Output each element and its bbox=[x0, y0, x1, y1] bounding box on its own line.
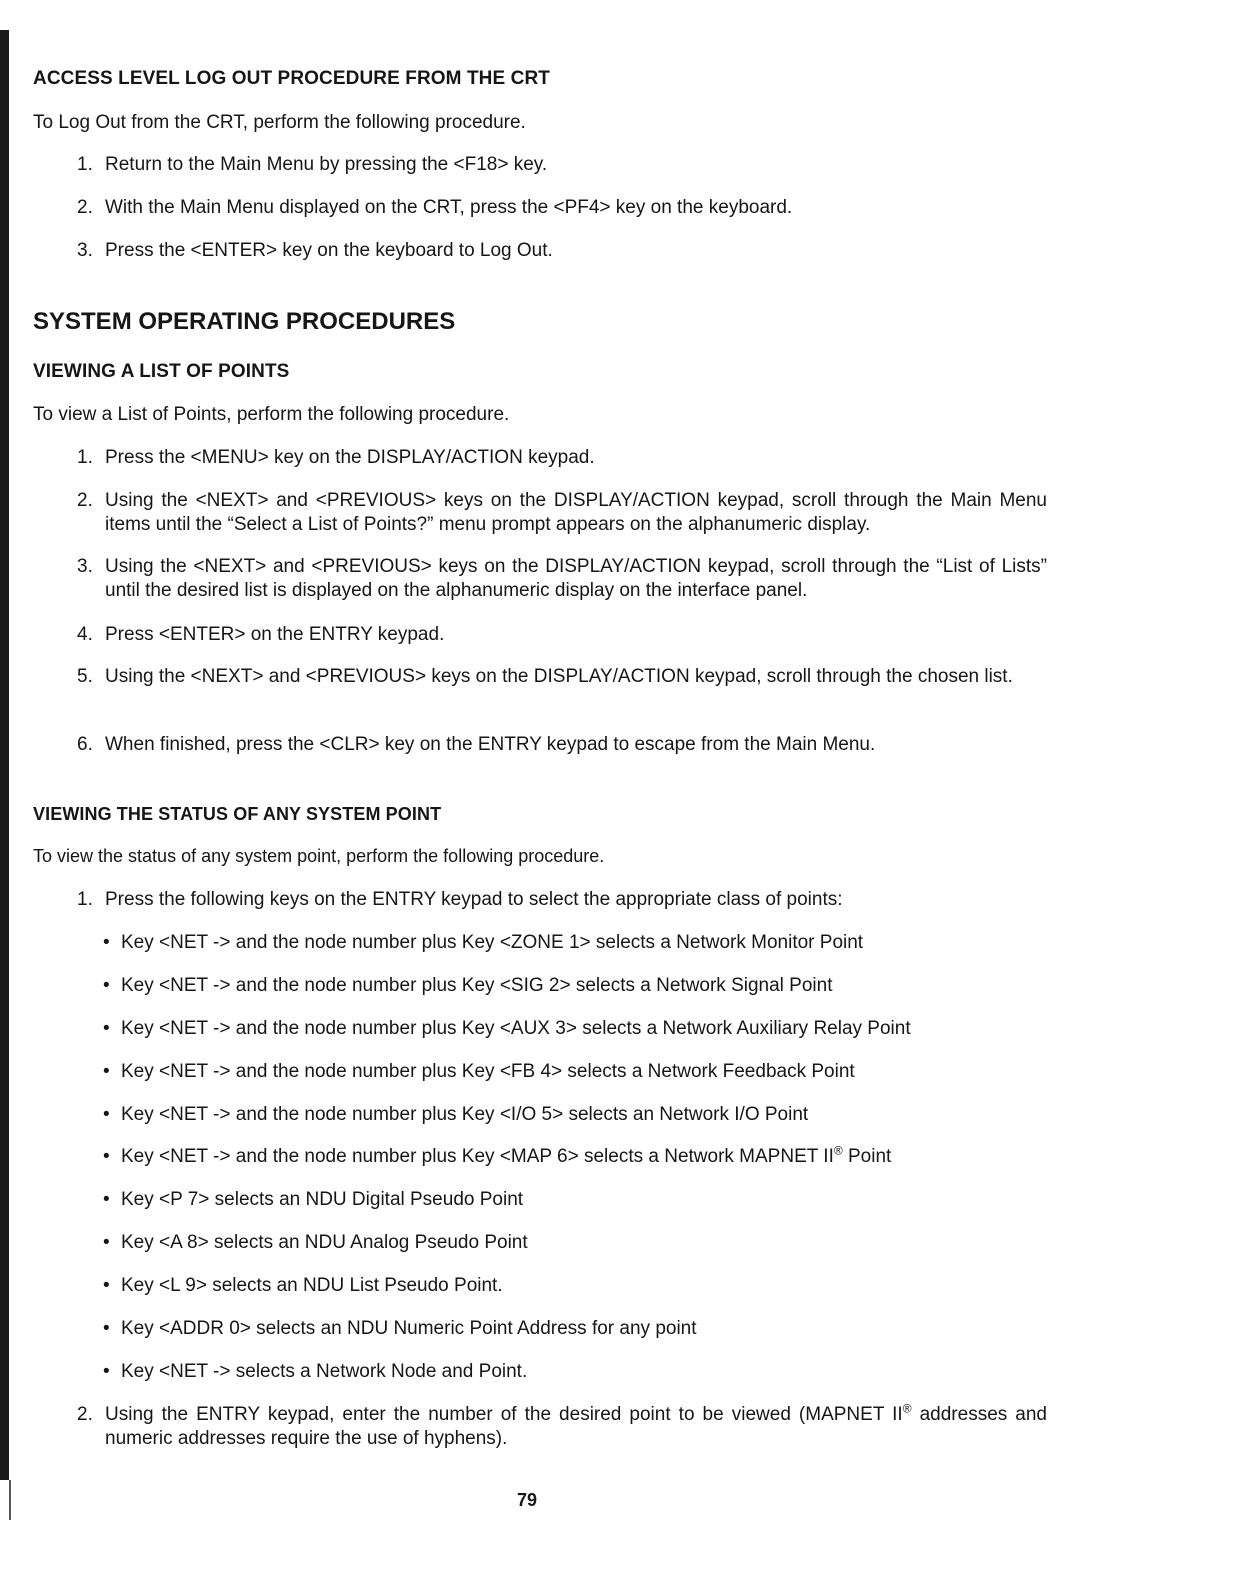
bullet-item bbox=[103, 1361, 527, 1383]
bullet-text: Key <NET -> and the node number plus Key <FB 4> selects a Network Feedback Point bbox=[121, 1061, 855, 1082]
step-text bbox=[105, 1403, 1047, 1451]
step-text: Press <ENTER> on the ENTRY keypad. bbox=[105, 624, 445, 645]
bullet-text: Key <NET -> and the node number plus Key <I/O 5> selects an Network I/O Point bbox=[121, 1104, 809, 1125]
heading-logout-procedure: ACCESS LEVEL LOG OUT PROCEDURE FROM THE CRT bbox=[33, 68, 550, 89]
step-text: Return to the Main Menu by pressing the <F18> key. bbox=[105, 154, 548, 175]
step-number: 2. bbox=[77, 197, 93, 218]
step-text-part: Using the ENTRY keypad, enter the number of the desired point to be viewed (MAPNET II bbox=[105, 1404, 903, 1425]
step-text: Press the <ENTER> key on the keyboard to Log Out. bbox=[105, 240, 553, 261]
bullet-dot: • bbox=[103, 1018, 110, 1039]
bullet-dot: • bbox=[103, 1318, 110, 1339]
bullet-dot: • bbox=[103, 932, 110, 953]
page-binding-edge bbox=[0, 30, 9, 1480]
logout-intro: To Log Out from the CRT, perform the following procedure. bbox=[33, 112, 526, 133]
step-number: 4. bbox=[77, 624, 93, 645]
list-step-4 bbox=[77, 623, 1047, 647]
step-number: 1. bbox=[77, 154, 93, 175]
step-number: 1. bbox=[77, 447, 93, 468]
list-step-3 bbox=[77, 555, 1047, 603]
registered-mark: ® bbox=[902, 1401, 912, 1416]
status-intro: To view the status of any system point, perform the following procedure. bbox=[33, 846, 605, 866]
heading-viewing-status: VIEWING THE STATUS OF ANY SYSTEM POINT bbox=[33, 804, 442, 824]
step-number: 2. bbox=[77, 1404, 93, 1425]
bullet-text-tail: Point bbox=[842, 1146, 892, 1167]
step-text: When finished, press the <CLR> key on the ENTRY keypad to escape from the Main Menu. bbox=[105, 734, 876, 755]
bullet-dot: • bbox=[103, 975, 110, 996]
list-step-6 bbox=[77, 733, 1047, 757]
bullet-text: Key <NET -> and the node number plus Key <ZONE 1> selects a Network Monitor Point bbox=[121, 932, 864, 953]
bullet-item bbox=[103, 1189, 523, 1211]
bullet-item bbox=[103, 1143, 892, 1168]
step-number: 3. bbox=[77, 240, 93, 261]
status-step-1 bbox=[77, 888, 1047, 912]
list-step-2 bbox=[77, 489, 1047, 537]
bullet-text: Key <NET -> and the node number plus Key <MAP 6> selects a Network MAPNET II bbox=[121, 1146, 834, 1167]
step-number: 1. bbox=[77, 889, 93, 910]
status-step-2 bbox=[77, 1403, 1047, 1451]
list-step-1 bbox=[77, 446, 1047, 470]
bullet-item bbox=[103, 1061, 855, 1083]
page-binding-edge-tail bbox=[9, 1480, 11, 1520]
list-step-5 bbox=[77, 665, 1047, 689]
logout-step-1 bbox=[77, 153, 1047, 177]
heading-viewing-list-of-points: VIEWING A LIST OF POINTS bbox=[33, 361, 290, 382]
step-text: With the Main Menu displayed on the CRT, press the <PF4> key on the keyboard. bbox=[105, 197, 793, 218]
step-text-part: addresses and numeric addresses require the use of hyphens). bbox=[105, 1404, 1048, 1449]
bullet-text: Key <P 7> selects an NDU Digital Pseudo Point bbox=[121, 1189, 524, 1210]
registered-mark: ® bbox=[833, 1143, 843, 1158]
step-text: Using the <NEXT> and <PREVIOUS> keys on the DISPLAY/ACTION keypad, scroll through the Main Menu items until the “Select a List of Points?” menu prompt appears on the alphanumeric display. bbox=[105, 490, 1047, 535]
bullet-dot: • bbox=[103, 1104, 110, 1125]
step-number: 6. bbox=[77, 734, 93, 755]
bullet-dot: • bbox=[103, 1361, 110, 1382]
heading-system-operating-procedures: SYSTEM OPERATING PROCEDURES bbox=[33, 308, 456, 335]
bullet-dot: • bbox=[103, 1061, 110, 1082]
bullet-item bbox=[103, 1275, 503, 1297]
bullet-text: Key <A 8> selects an NDU Analog Pseudo Point bbox=[121, 1232, 528, 1253]
bullet-item bbox=[103, 1018, 911, 1040]
bullet-text: Key <NET -> selects a Network Node and Point. bbox=[121, 1361, 528, 1382]
bullet-text: Key <NET -> and the node number plus Key <SIG 2> selects a Network Signal Point bbox=[121, 975, 833, 996]
bullet-item bbox=[103, 975, 833, 997]
bullet-text: Key <L 9> selects an NDU List Pseudo Point. bbox=[121, 1275, 503, 1296]
bullet-item bbox=[103, 932, 863, 954]
list-points-intro: To view a List of Points, perform the following procedure. bbox=[33, 404, 510, 425]
bullet-item bbox=[103, 1232, 528, 1254]
bullet-text: Key <ADDR 0> selects an NDU Numeric Point Address for any point bbox=[121, 1318, 697, 1339]
bullet-dot: • bbox=[103, 1146, 110, 1167]
step-number: 5. bbox=[77, 666, 93, 687]
bullet-item bbox=[103, 1104, 808, 1126]
page-number: 79 bbox=[517, 1490, 538, 1510]
bullet-text: Key <NET -> and the node number plus Key <AUX 3> selects a Network Auxiliary Relay Point bbox=[121, 1018, 911, 1039]
step-number: 3. bbox=[77, 556, 93, 577]
step-text: Using the <NEXT> and <PREVIOUS> keys on the DISPLAY/ACTION keypad, scroll through the chosen list. bbox=[105, 666, 1013, 687]
bullet-dot: • bbox=[103, 1189, 110, 1210]
logout-step-3 bbox=[77, 239, 1047, 263]
logout-step-2 bbox=[77, 196, 1047, 220]
step-number: 2. bbox=[77, 490, 93, 511]
bullet-dot: • bbox=[103, 1232, 110, 1253]
bullet-item bbox=[103, 1318, 697, 1340]
step-text: Press the <MENU> key on the DISPLAY/ACTION keypad. bbox=[105, 447, 595, 468]
bullet-dot: • bbox=[103, 1275, 110, 1296]
step-text: Using the <NEXT> and <PREVIOUS> keys on the DISPLAY/ACTION keypad, scroll through the “List of Lists” until the desired list is displayed on the alphanumeric display on the interface panel. bbox=[105, 556, 1047, 601]
step-text: Press the following keys on the ENTRY keypad to select the appropriate class of points: bbox=[105, 889, 843, 910]
